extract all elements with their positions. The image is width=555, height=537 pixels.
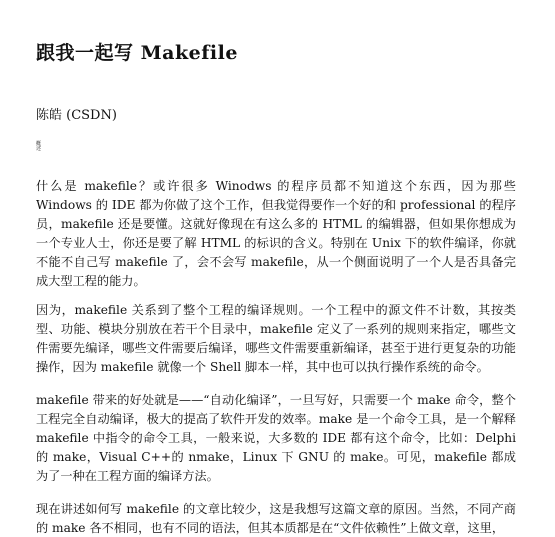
paragraph-motivation: 现在讲述如何写 makefile 的文章比较少，这是我想写这篇文章的原因。当然，不同产商的 make 各不相同，也有不同的语法，但其本质都是在“文件依赖性”上做文章，这里，: [36, 502, 516, 535]
paragraph-intro: 什么是 makefile？或许很多 Winodws 的程序员都不知道这个东西，因为那些 Windows 的 IDE 都为你做了这个工作，但我觉得要作一个好的和 professional 的程序员，makefile 还是要懂。这就好像现在有这么多的 HTML 的编辑器，但如果你想成为一个专业人士，你还是要了解 HTML 的标识的含义。特别在 Unix 下的软件编译，你就不能不自己写 makefile 了，会不会写 makefile，从一个侧面说明了一个人是否具备完成大型工程的能力。: [36, 179, 516, 288]
paragraph-compile-rules: 因为，makefile 关系到了整个工程的编译规则。一个工程中的源文件不计数，其按类型、功能、模块分别放在若干个目录中，makefile 定义了一系列的规则来指定，哪些文件需要先编译，哪些文件需要后编译，哪些文件需要重新编译，甚至于进行更复杂的功能操作，因为 makefile 就像一个 Shell 脚本一样，其中也可以执行操作系统的命令。: [36, 303, 516, 374]
paragraph-benefits: makefile 带来的好处就是——“自动化编译”，一旦写好，只需要一个 make 命令，整个工程完全自动编译，极大的提高了软件开发的效率。make 是一个命令工具，是一个解释 makefile 中指令的命令工具，一般来说，大多数的 IDE 都有这个命令，比如：Delphi 的 make，Visual C++的 nmake，Linux 下 GNU 的 make。可见，makefile 都成为了一种在工程方面的编译方法。: [36, 393, 516, 483]
document-title: 跟我一起写 Makefile: [36, 42, 238, 64]
section-heading-overview: 概述: [36, 141, 42, 152]
author-line: 陈皓 (CSDN): [36, 108, 117, 123]
